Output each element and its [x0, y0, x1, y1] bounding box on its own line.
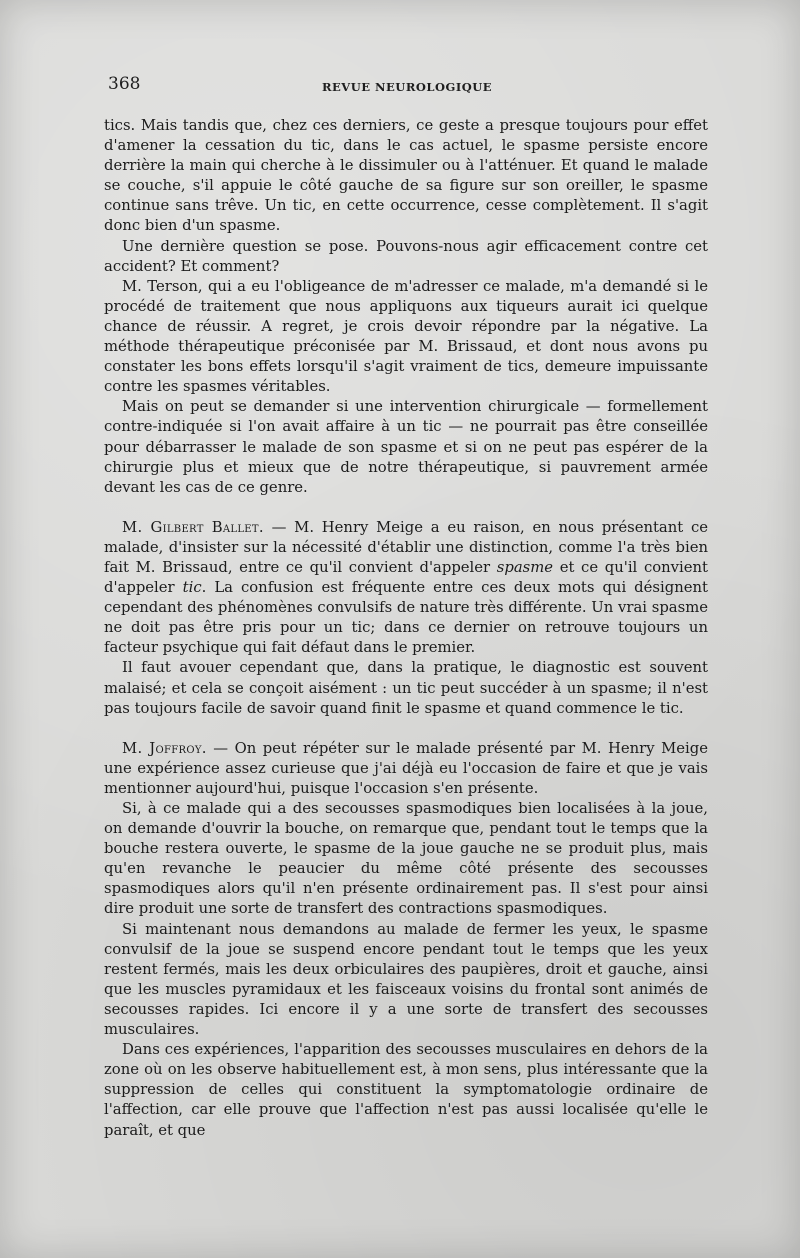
speaker-name: M. Joffroy. [122, 739, 207, 757]
ballet-remark [104, 518, 708, 659]
paragraph: Mais on peut se demander si une intervention chirurgicale — formellement contre-indiquée si l'on avait affaire à un tic — ne pourrait pas être conseillée pour débarrasser le malade de son spasme et si on ne peut pas espérer de la chirurgie plus et mieux que de notre thérapeutique, si pauvrement armée devant les cas de ce genre. [104, 398, 708, 496]
text-run: — M. Henry Meige a eu raison, en nous présentant ce malade, d'insister sur la nécessité d'établir une distinction, comme l'a très bien fait M. Brissaud, entre ce qu'il convient d'appeler [104, 518, 709, 576]
joffroy-remark [104, 739, 708, 799]
paragraph: M. Terson, qui a eu l'obligeance de m'adresser ce malade, m'a demandé si le procédé de traitement que nous appliquons aux tiqueurs aurait ici quelque chance de réussir. A regret, je crois devoir répondre par la négative. La méthode thérapeutique préconisée par M. Brissaud, et dont nous avons pu constater les bons effets lorsqu'il s'agit vraiment de tics, demeure impuissante contre les spasmes véritables. [104, 277, 708, 396]
text-run: — On peut répéter sur le malade présenté par M. Henry Meige une expérience assez curieuse que j'ai déjà eu l'occasion de faire et que je vais mentionner aujourd'hui, puisque l'occasion s'en présente. [104, 739, 708, 797]
text-run: et ce qu'il convient d'appeler [104, 558, 708, 597]
text-run: . La confusion est fréquente entre ces deux mots qui désignent cependant des phénomènes convulsifs de nature très différente. Un vrai spasme ne doit pas être pris pour un tic; dans ce dernier on retrouve toujours un facteur psychique qui fait défaut dans le premier. [104, 579, 708, 657]
emphasis: spasme [496, 558, 554, 576]
paragraph: Si maintenant nous demandons au malade de fermer les yeux, le spasme convulsif de la joue se suspend encore pendant tout le temps que les yeux restent fermés, mais les deux orbiculaires des paupières, droit et gauche, ainsi que les muscles pyramidaux et les faisceaux voisins du frontal sont animés de secousses rapides. Ici encore il y a une sorte de transfert des secousses musculaires. [104, 920, 708, 1039]
speaker-name: M. Gilbert Ballet. [122, 518, 264, 536]
running-title: REVUE NEUROLOGIQUE [321, 80, 493, 94]
paragraph: Dans ces expériences, l'apparition des secousses musculaires en dehors de la zone où on les observe habituellement est, à mon sens, plus intéressante que la suppression de celles qui constituent la symptomatologie ordinaire de l'affection, car elle prouve que l'affection n'est pas aussi localisée qu'elle le paraît, et que [104, 1041, 708, 1139]
paragraph: tics. Mais tandis que, chez ces derniers, ce geste a presque toujours pour effet d'amener la cessation du tic, dans le cas actuel, le spasme persiste encore derrière la main qui cherche à le dissimuler ou à l'atténuer. Et quand le malade se couche, s'il appuie le côté gauche de sa figure sur son oreiller, le spasme continue sans trêve. Un tic, en cette occurrence, cesse complètement. Il s'agit donc bien d'un spasme. [104, 117, 708, 235]
paragraph: Si, à ce malade qui a des secousses spasmodiques bien localisées à la joue, on demande d'ouvrir la bouche, on remarque que, pendant tout le temps que la bouche restera ouverte, le spasme de la joue gauche ne se produit plus, mais qu'en revanche le peaucier du même côté présente des secousses spasmodiques alors qu'il n'en présente ordinairement pas. Il s'est pour ainsi dire produit une sorte de transfert des contractions spasmodiques. [104, 800, 708, 918]
paragraph: Il faut avouer cependant que, dans la pratique, le diagnostic est souvent malaisé; et cela se conçoit aisément : un tic peut succéder à un spasme; il n'est pas toujours facile de savoir quand finit le spasme et quand commence le tic. [104, 659, 708, 717]
page-number: 368 [108, 74, 141, 94]
paragraph: Une dernière question se pose. Pouvons-nous agir efficacement contre cet accident? Et comment? [104, 237, 708, 275]
emphasis: tic [182, 579, 202, 597]
article-body [104, 116, 708, 1141]
page-header [108, 74, 706, 98]
